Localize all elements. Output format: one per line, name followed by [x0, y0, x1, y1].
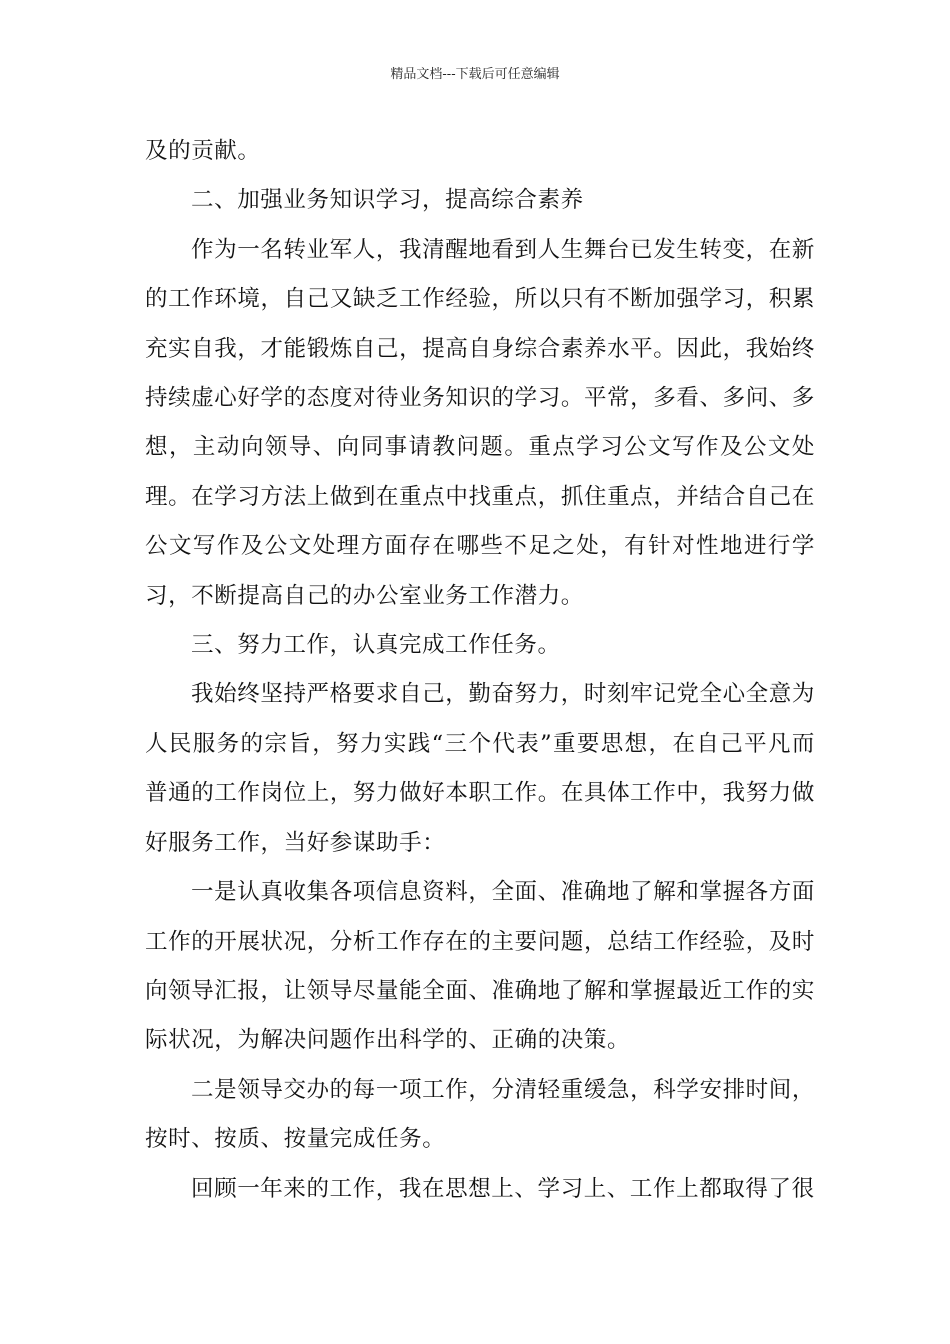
paragraph-6: 一是认真收集各项信息资料，全面、准确地了解和掌握各方面工作的开展状况，分析工作存在的主要问题，总结工作经验，及时向领导汇报，让领导尽量能全面、准确地了解和掌握最近工作的实际状况，为解决问题作出科学的、正确的决策。 — [145, 879, 815, 1054]
paragraph-7: 二是领导交办的每一项工作，分清轻重缓急，科学安排时间，按时、按质、按量完成任务。 — [145, 1076, 815, 1153]
page-header: 精品文档---下载后可任意编辑 — [390, 67, 560, 82]
section-heading-3: 三、努力工作，认真完成工作任务。 — [191, 632, 561, 659]
section-heading-2: 二、加强业务知识学习，提高综合素养 — [191, 187, 584, 214]
paragraph-3: 作为一名转业军人，我清醒地看到人生舞台已发生转变，在新的工作环境，自己又缺乏工作经验，所以只有不断加强学习，积累充实自我，才能锻炼自己，提高自身综合素养水平。因此，我始终持续虚心好学的态度对待业务知识的学习。平常，多看、多问、多想，主动向领导、向同事请教问题。重点学习公文写作及公文处理。在学习方法上做到在重点中找重点，抓住重点，并结合自己在公文写作及公文处理方面存在哪些不足之处，有针对性地进行学习，不断提高自己的办公室业务工作潜力。 — [145, 236, 815, 609]
paragraph-1: 及的贡献。 — [145, 138, 261, 164]
paragraph-8: 回顾一年来的工作，我在思想上、学习上、工作上都取得了很 — [191, 1175, 815, 1202]
document-body — [145, 127, 815, 1214]
paragraph-5: 我始终坚持严格要求自己，勤奋努力，时刻牢记党全心全意为人民服务的宗旨，努力实践“三个代表”重要思想，在自己平凡而普通的工作岗位上，努力做好本职工作。在具体工作中，我努力做好服务工作，当好参谋助手： — [145, 681, 815, 856]
